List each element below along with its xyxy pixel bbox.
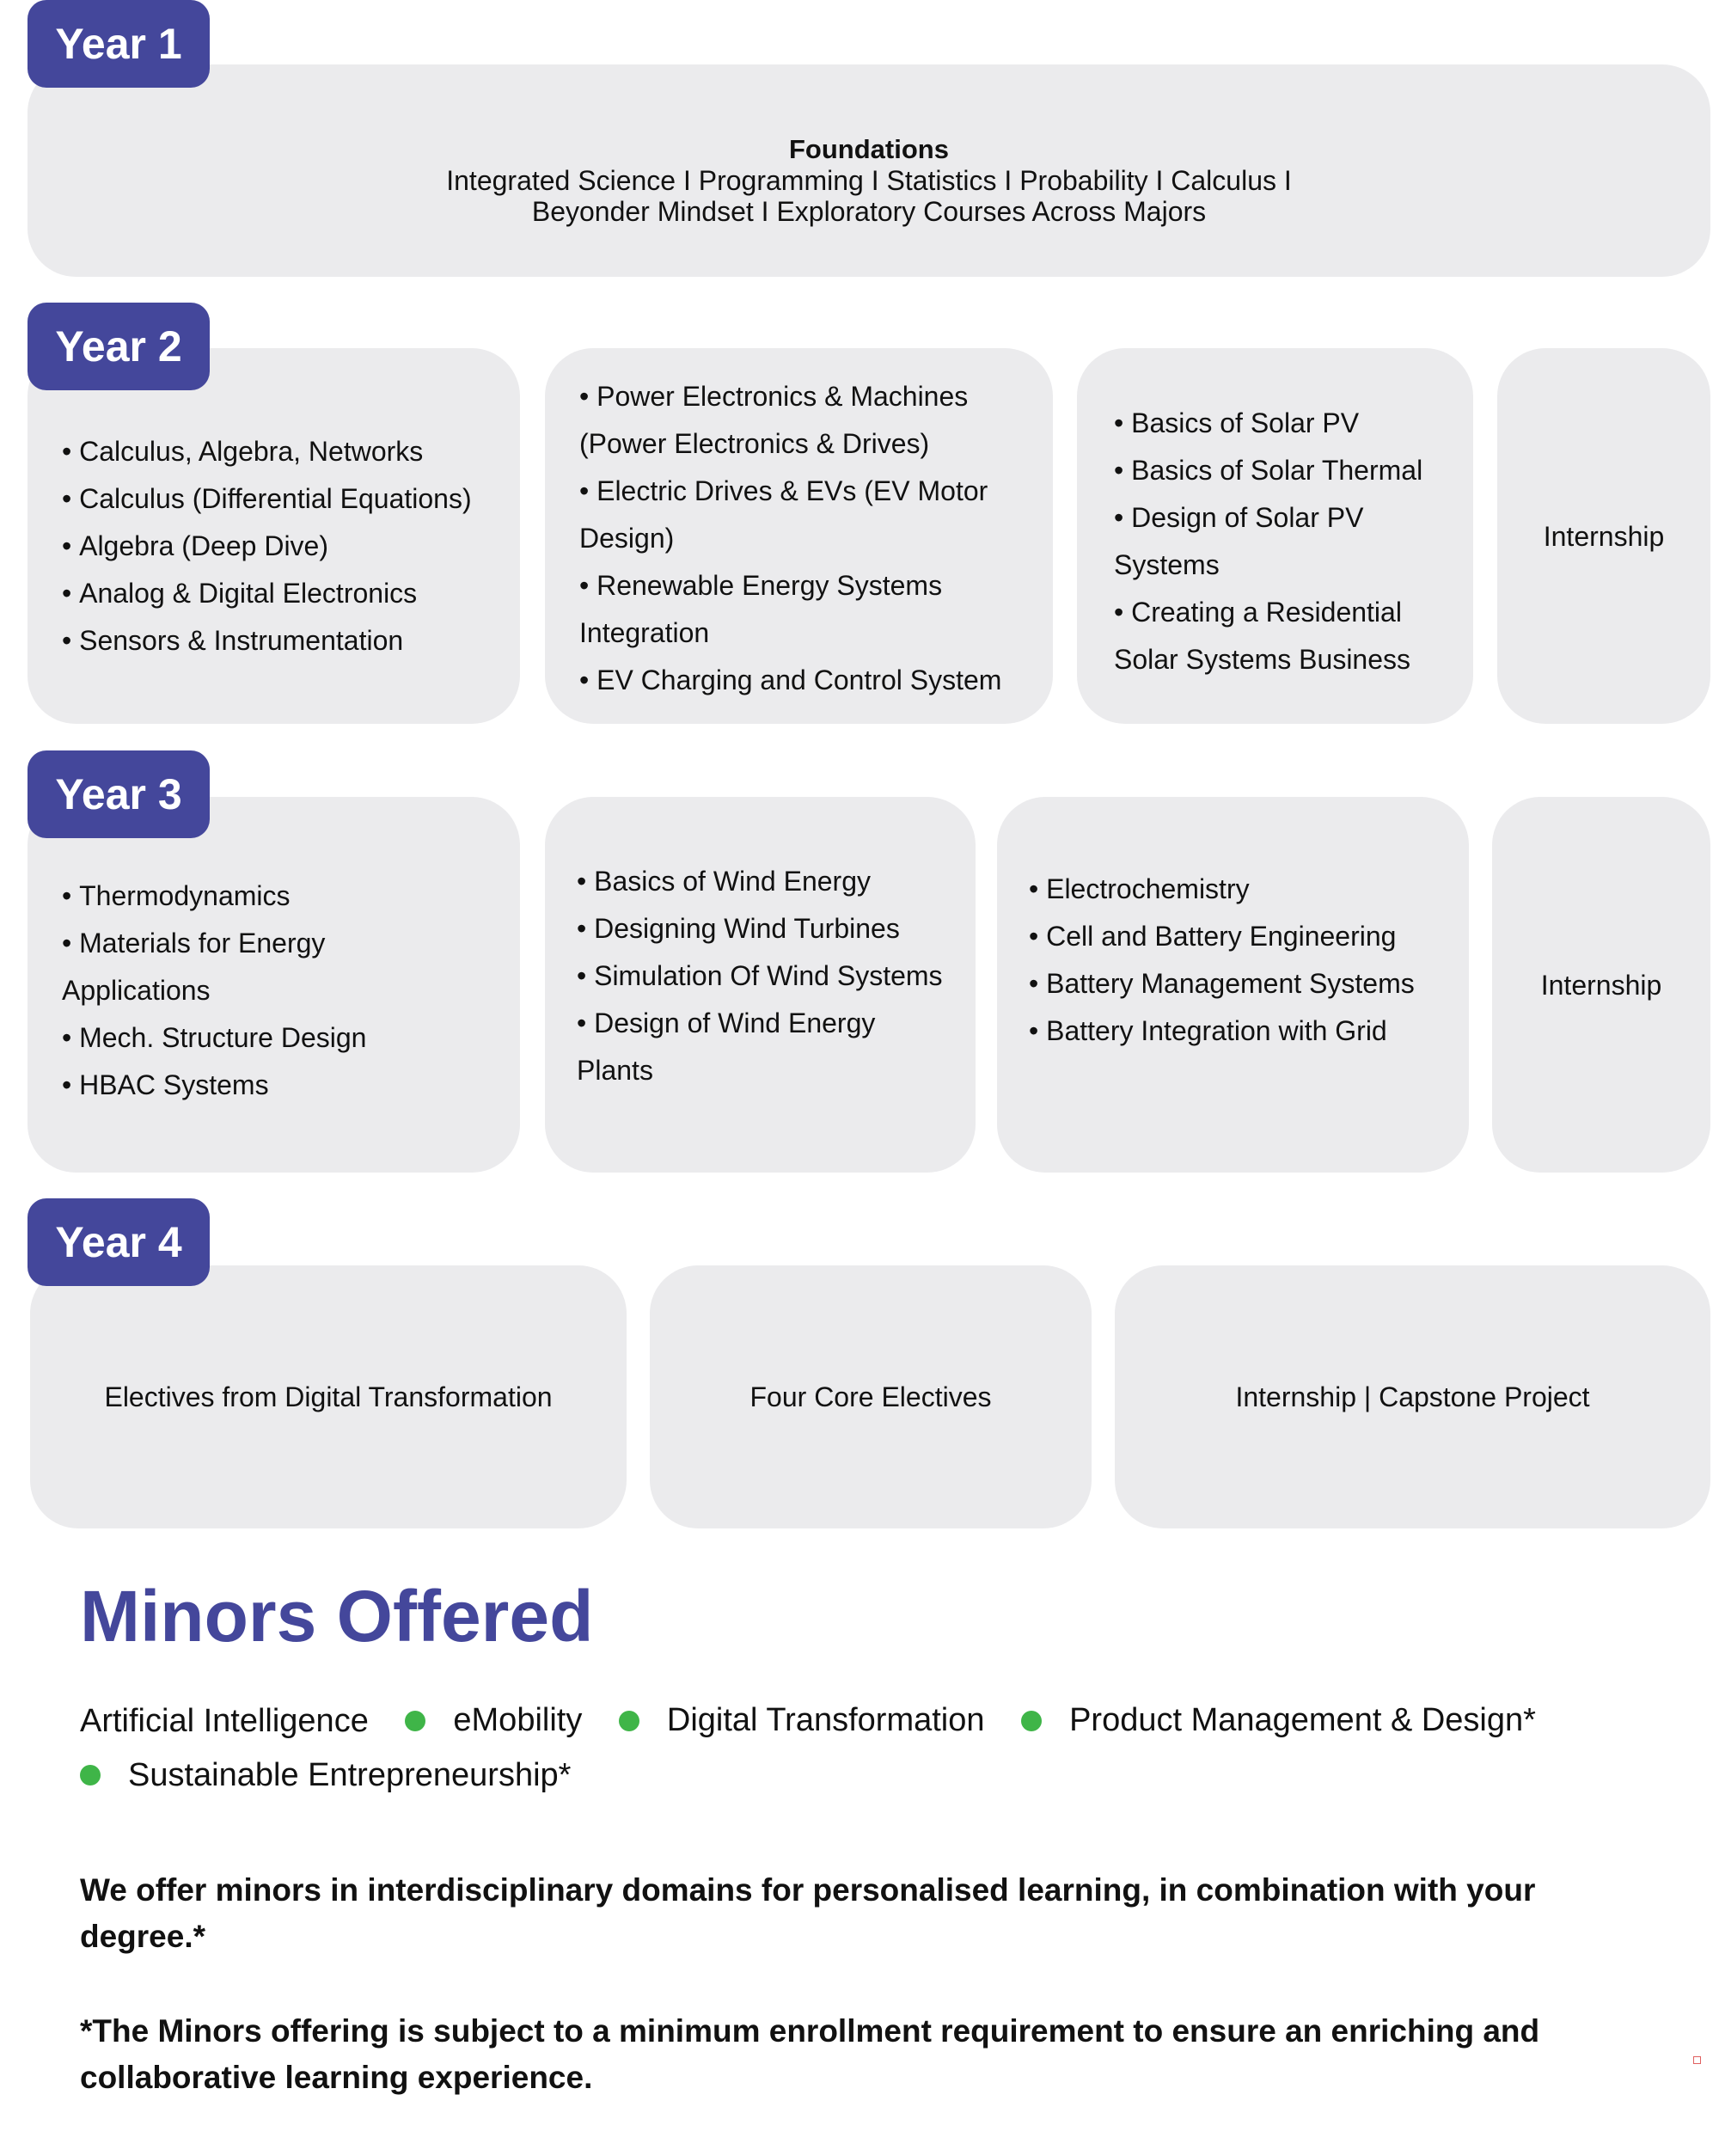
year-2-power-list xyxy=(579,373,1053,704)
course-item: • Renewable Energy Systems xyxy=(579,562,1053,609)
year-3-card-battery xyxy=(997,797,1469,1173)
minor-label: Product Management & Design* xyxy=(1069,1702,1536,1738)
foundations-line-1: Integrated Science I Programming I Statistics I Probability I Calculus I xyxy=(446,165,1292,196)
course-item: • Thermodynamics xyxy=(62,873,520,920)
year-4-badge: Year 4 xyxy=(28,1198,210,1286)
corner-mark-icon xyxy=(1693,2056,1701,2064)
minors-footnote: *The Minors offering is subject to a minimum enrollment requirement to ensure an enriching and collaborative learning experience. xyxy=(80,2013,1540,2095)
year-2-card-math xyxy=(28,348,520,724)
year-3-battery-list xyxy=(1029,866,1469,1055)
year-1-badge: Year 1 xyxy=(28,0,210,88)
bullet-dot-icon xyxy=(80,1765,101,1785)
course-item: • Calculus (Differential Equations) xyxy=(62,475,520,523)
course-item: Design) xyxy=(579,523,675,554)
year-4-capstone-card xyxy=(1115,1265,1710,1528)
course-item: • Analog & Digital Electronics xyxy=(62,570,520,617)
course-item: • Battery Integration with Grid xyxy=(1029,1008,1469,1055)
year-3-card-wind xyxy=(545,797,976,1173)
year-3-wind-list xyxy=(577,858,976,1094)
course-item: Applications xyxy=(62,975,211,1006)
course-item: • Algebra (Deep Dive) xyxy=(62,523,520,570)
course-item: • Electric Drives & EVs (EV Motor xyxy=(579,468,1053,515)
year-3-badge: Year 3 xyxy=(28,750,210,838)
minor-item xyxy=(619,1694,985,1748)
course-item: Integration xyxy=(579,617,710,648)
bullet-dot-icon xyxy=(405,1711,425,1731)
course-item: • Battery Management Systems xyxy=(1029,960,1469,1008)
course-item: • Sensors & Instrumentation xyxy=(62,617,520,665)
year-4-digital-electives-label: Electives from Digital Transformation xyxy=(104,1381,553,1412)
year-3-card-mechanical xyxy=(28,797,520,1173)
course-item: • HBAC Systems xyxy=(62,1062,520,1109)
year-4-capstone-label: Internship | Capstone Project xyxy=(1235,1381,1590,1412)
year-4-core-electives-card xyxy=(650,1265,1092,1528)
minors-description: We offer minors in interdisciplinary domains for personalised learning, in combination with your degree.* xyxy=(80,1872,1536,1954)
year-4-digital-electives-card xyxy=(30,1265,627,1528)
year-4-core-electives-label: Four Core Electives xyxy=(749,1381,992,1412)
minors-title: Minors Offered xyxy=(80,1576,594,1657)
minors-list xyxy=(80,1694,1679,1803)
minor-item xyxy=(405,1694,582,1748)
year-3-mechanical-list xyxy=(62,873,520,1109)
course-item: • Basics of Solar Thermal xyxy=(1114,447,1473,494)
course-item: • Materials for Energy xyxy=(62,920,520,967)
minor-label: Artificial Intelligence xyxy=(80,1702,369,1739)
course-item: • Mech. Structure Design xyxy=(62,1014,520,1062)
foundations-line-2: Beyonder Mindset I Exploratory Courses Across Majors xyxy=(531,196,1207,227)
course-item: • Calculus, Algebra, Networks xyxy=(62,428,520,475)
year-3-internship-card xyxy=(1492,797,1710,1173)
course-item: • Basics of Wind Energy xyxy=(577,858,976,905)
course-item: • Cell and Battery Engineering xyxy=(1029,913,1469,960)
minor-item xyxy=(1021,1694,1536,1748)
minor-label: Digital Transformation xyxy=(666,1702,985,1738)
course-item: Plants xyxy=(577,1055,653,1086)
foundations-card xyxy=(28,64,1710,277)
year-2-internship-card xyxy=(1497,348,1710,724)
year-2-badge: Year 2 xyxy=(28,303,210,390)
course-item: • EV Charging and Control System xyxy=(579,657,1053,704)
course-item: • Simulation Of Wind Systems xyxy=(577,952,976,1000)
course-item: • Creating a Residential xyxy=(1114,589,1473,636)
year-3-internship-label: Internship xyxy=(1540,969,1662,1001)
bullet-dot-icon xyxy=(1021,1711,1042,1731)
course-item: Systems xyxy=(1114,549,1220,580)
course-item: • Basics of Solar PV xyxy=(1114,400,1473,447)
minor-label: eMobility xyxy=(453,1702,583,1738)
minor-label: Sustainable Entrepreneurship* xyxy=(128,1756,572,1793)
course-item: (Power Electronics & Drives) xyxy=(579,428,930,459)
minor-item xyxy=(80,1694,369,1749)
year-2-math-list xyxy=(62,428,520,665)
course-item: • Electrochemistry xyxy=(1029,866,1469,913)
year-2-internship-label: Internship xyxy=(1543,520,1665,552)
course-item: • Design of Wind Energy xyxy=(577,1000,976,1047)
bullet-dot-icon xyxy=(619,1711,639,1731)
minor-item xyxy=(80,1749,571,1803)
course-item: • Design of Solar PV xyxy=(1114,494,1473,542)
year-2-solar-list xyxy=(1114,400,1473,683)
course-item: • Designing Wind Turbines xyxy=(577,905,976,952)
course-item: • Power Electronics & Machines xyxy=(579,373,1053,420)
foundations-title: Foundations xyxy=(789,134,949,164)
course-item: Solar Systems Business xyxy=(1114,644,1411,675)
year-2-card-solar xyxy=(1077,348,1473,724)
year-2-card-power xyxy=(545,348,1053,724)
